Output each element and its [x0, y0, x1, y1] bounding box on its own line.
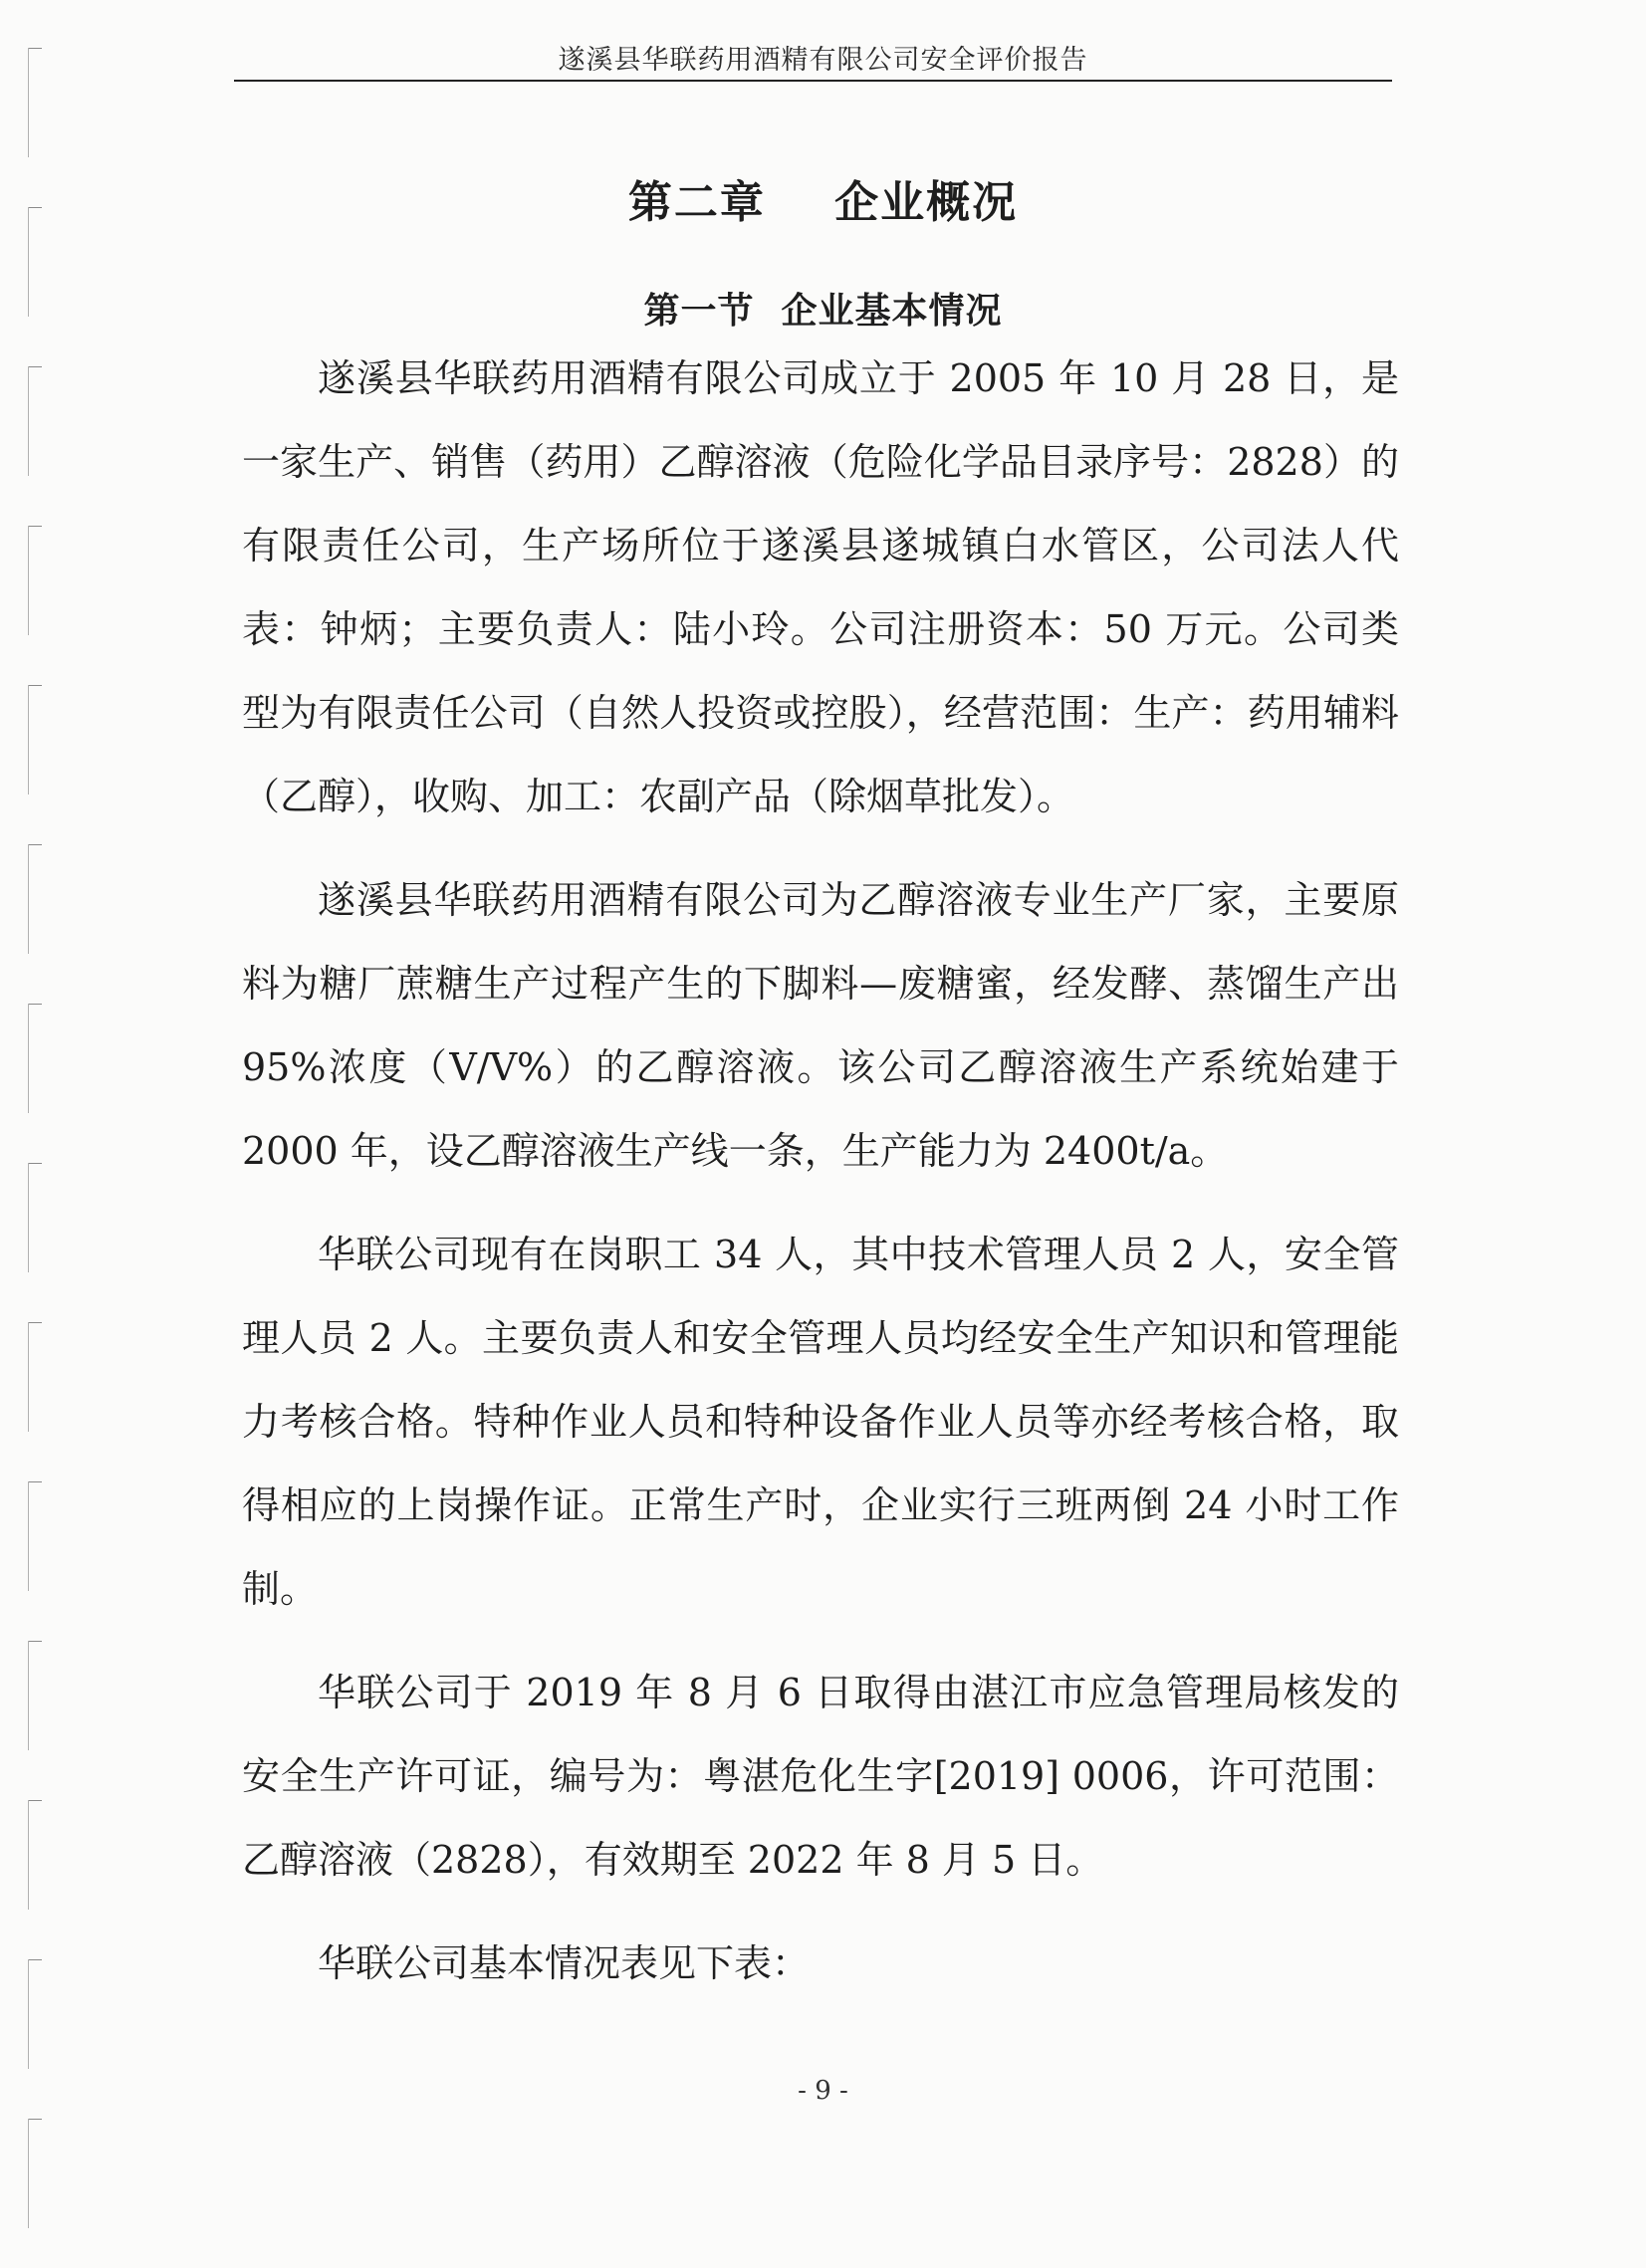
binding-mark: [28, 685, 42, 794]
body-text: [242, 337, 1399, 2025]
section-title: 第一节 企业基本情况: [643, 290, 1003, 332]
paragraph: 遂溪县华联药用酒精有限公司成立于 2005 年 10 月 28 日，是一家生产、销售（药用）乙醇溶液（危险化学品目录序号：2828）的有限责任公司，生产场所位于遂溪县遂城镇白水管区，公司法人代表：钟炳；主要负责人：陆小玲。公司注册资本：50 万元。公司类型为有限责任公司（自然人投资或控股），经营范围：生产：药用辅料（乙醇），收购、加工：农副产品（除烟草批发）。: [242, 356, 1399, 818]
binding-mark: [28, 1481, 42, 1591]
page-header: 遂溪县华联药用酒精有限公司安全评价报告: [558, 45, 1088, 76]
binding-mark: [28, 2119, 42, 2228]
binding-mark: [28, 1004, 42, 1113]
binding-mark: [28, 48, 42, 157]
paragraph: 华联公司于 2019 年 8 月 6 日取得由湛江市应急管理局核发的安全生产许可证，编号为：粤湛危化生字[2019] 0006，许可范围：乙醇溶液（2828），有效期至 2022 年 8 月 5 日。: [242, 1671, 1399, 1882]
binding-mark: [28, 1322, 42, 1432]
binding-mark: [28, 844, 42, 954]
page-number: - 9 -: [798, 2076, 848, 2106]
binding-mark: [28, 1163, 42, 1272]
paragraph: 华联公司现有在岗职工 34 人，其中技术管理人员 2 人，安全管理人员 2 人。主要负责人和安全管理人员均经安全生产知识和管理能力考核合格。特种作业人员和特种设备作业人员等亦经考核合格，取得相应的上岗操作证。正常生产时，企业实行三班两倒 24 小时工作制。: [242, 1233, 1399, 1611]
binding-mark: [28, 1800, 42, 1910]
binding-mark: [28, 366, 42, 476]
binding-mark: [28, 1641, 42, 1750]
binding-mark: [28, 526, 42, 635]
paragraph: 华联公司基本情况表见下表：: [318, 1941, 811, 1985]
paragraph: 遂溪县华联药用酒精有限公司为乙醇溶液专业生产厂家，主要原料为糖厂蔗糖生产过程产生的下脚料—废糖蜜，经发酵、蒸馏生产出95%浓度（V/V%）的乙醇溶液。该公司乙醇溶液生产系统始建于 2000 年，设乙醇溶液生产线一条，生产能力为 2400t/a。: [242, 878, 1399, 1173]
chapter-title: 第二章 企业概况: [627, 177, 1019, 229]
header-rule: [234, 80, 1392, 82]
binding-mark: [28, 1959, 42, 2069]
